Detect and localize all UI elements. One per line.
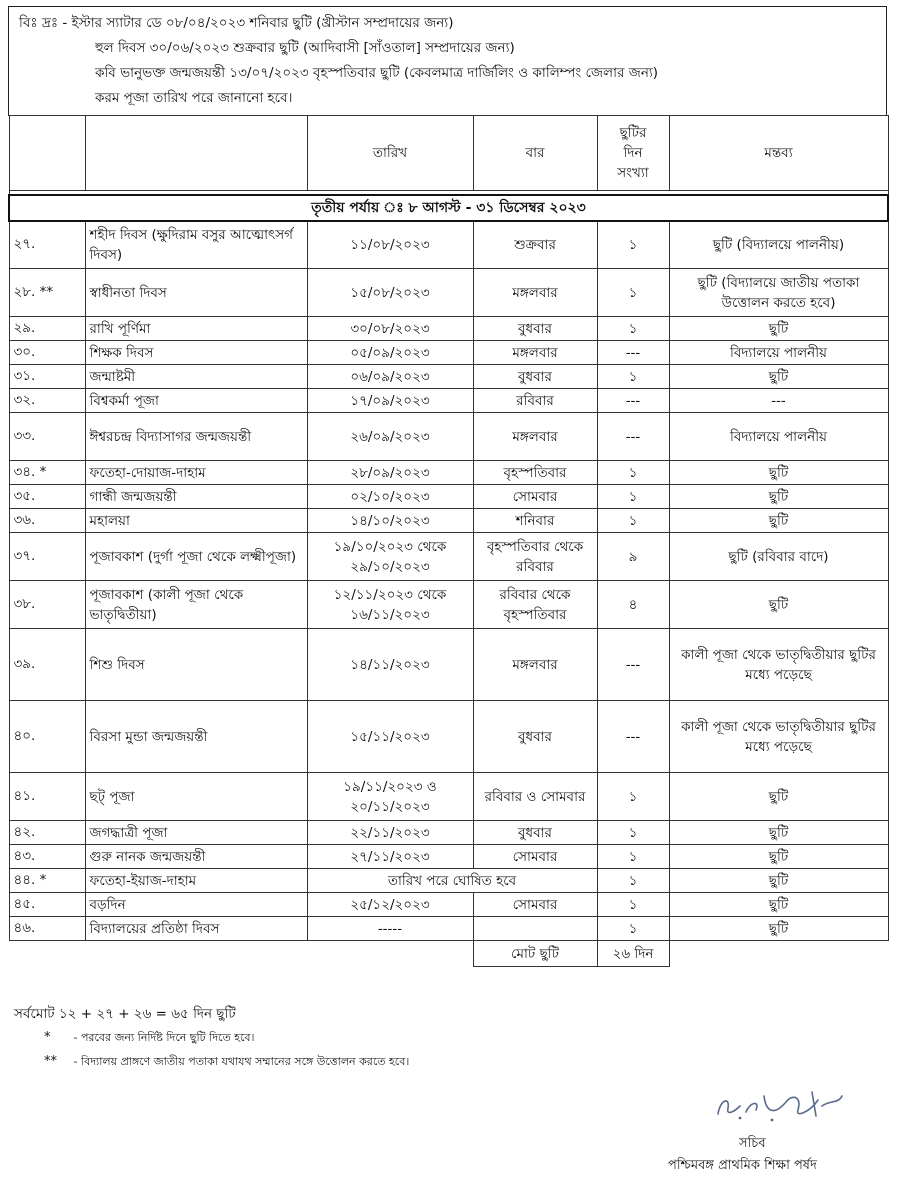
row-serial: ৪৩. bbox=[9, 845, 85, 869]
row-day-count: --- bbox=[597, 413, 669, 461]
table-row bbox=[9, 389, 888, 413]
row-remarks: ছুটি bbox=[669, 581, 888, 629]
row-date: ----- bbox=[307, 917, 473, 941]
table-row bbox=[9, 821, 888, 845]
table-row bbox=[9, 701, 888, 773]
row-day: বৃহস্পতিবার bbox=[473, 461, 597, 485]
row-remarks: ছুটি (রবিবার বাদে) bbox=[669, 533, 888, 581]
row-holiday-name: স্বাধীনতা দিবস bbox=[85, 269, 307, 317]
row-holiday-name: ঈশ্বরচন্দ্র বিদ্যাসাগর জন্মজয়ন্তী bbox=[85, 413, 307, 461]
row-remarks: ছুটি bbox=[669, 365, 888, 389]
row-remarks: ছুটি bbox=[669, 869, 888, 893]
row-date: ১৯/১০/২০২৩ থেকে ২৯/১০/২০২৩ bbox=[307, 533, 473, 581]
row-day-count: ১ bbox=[597, 869, 669, 893]
row-serial: ৪৬. bbox=[9, 917, 85, 941]
row-day: রবিবার bbox=[473, 389, 597, 413]
row-date-merged: তারিখ পরে ঘোষিত হবে bbox=[307, 869, 597, 893]
footnote bbox=[44, 1053, 409, 1072]
row-holiday-name: বিশ্বকর্মা পূজা bbox=[85, 389, 307, 413]
row-day-count: ৯ bbox=[597, 533, 669, 581]
total-label: মোট ছুটি bbox=[473, 941, 597, 967]
note-line: হুল দিবস ৩০/০৬/২০২৩ শুক্রবার ছুটি (আদিবাসী [সাঁওতাল] সম্প্রদায়ের জন্য) bbox=[95, 40, 515, 56]
header-sl bbox=[9, 116, 85, 191]
row-date: ২৭/১১/২০২৩ bbox=[307, 845, 473, 869]
row-date: ২৫/১২/২০২৩ bbox=[307, 893, 473, 917]
notes-box bbox=[8, 6, 887, 116]
phase-row bbox=[9, 195, 888, 221]
header-name bbox=[85, 116, 307, 191]
table-row bbox=[9, 269, 888, 317]
row-serial: ৩৩. bbox=[9, 413, 85, 461]
table-row bbox=[9, 917, 888, 941]
footnote-mark: ** bbox=[44, 1054, 57, 1069]
row-day-count: --- bbox=[597, 341, 669, 365]
total-value: ২৬ দিন bbox=[597, 941, 669, 967]
row-serial: ৪২. bbox=[9, 821, 85, 845]
row-remarks: ছুটি bbox=[669, 485, 888, 509]
footnote bbox=[44, 1029, 254, 1048]
table-row bbox=[9, 581, 888, 629]
row-serial: ২৮. ** bbox=[9, 269, 85, 317]
header-date: তারিখ bbox=[307, 116, 473, 191]
row-day: সোমবার bbox=[473, 485, 597, 509]
signatory-title: সচিব bbox=[739, 1136, 766, 1151]
row-day: বুধবার bbox=[473, 317, 597, 341]
row-date: ২৮/০৯/২০২৩ bbox=[307, 461, 473, 485]
row-remarks: ছুটি bbox=[669, 773, 888, 821]
row-date: ১১/০৮/২০২৩ bbox=[307, 221, 473, 269]
row-day: শুক্রবার bbox=[473, 221, 597, 269]
row-day: রবিবার ও সোমবার bbox=[473, 773, 597, 821]
row-remarks: কালী পূজা থেকে ভাতৃদ্বিতীয়ার ছুটির মধ্যে পড়েছে bbox=[669, 629, 888, 701]
row-holiday-name: গুরু নানক জন্মজয়ন্তী bbox=[85, 845, 307, 869]
signatory-org: পশ্চিমবঙ্গ প্রাথমিক শিক্ষা পর্ষদ bbox=[668, 1158, 817, 1173]
header-count-line: সংখ্যা bbox=[617, 165, 649, 181]
table-row bbox=[9, 317, 888, 341]
row-serial: ৩১. bbox=[9, 365, 85, 389]
table-row bbox=[9, 773, 888, 821]
row-date: ০৫/০৯/২০২৩ bbox=[307, 341, 473, 365]
row-day-count: ১ bbox=[597, 485, 669, 509]
row-remarks: বিদ্যালয়ে পালনীয় bbox=[669, 413, 888, 461]
total-row bbox=[9, 941, 888, 967]
header-count-line: ছুটির bbox=[619, 125, 647, 141]
row-day: মঙ্গলবার bbox=[473, 341, 597, 365]
row-remarks: কালী পূজা থেকে ভাতৃদ্বিতীয়ার ছুটির মধ্যে পড়েছে bbox=[669, 701, 888, 773]
row-serial: ২৭. bbox=[9, 221, 85, 269]
note-line: বিঃ দ্রঃ - ইস্টার স্যাটার ডে ০৮/০৪/২০২৩ শনিবার ছুটি (খ্রীস্টান সম্প্রদায়ের জন্য) bbox=[19, 15, 454, 31]
signature bbox=[700, 1082, 850, 1132]
row-serial: ৩৭. bbox=[9, 533, 85, 581]
row-remarks: ছুটি bbox=[669, 317, 888, 341]
row-serial: ৩৫. bbox=[9, 485, 85, 509]
row-holiday-name: রাখি পূর্ণিমা bbox=[85, 317, 307, 341]
total-blank-right bbox=[669, 941, 888, 967]
row-holiday-name: জগদ্ধাত্রী পূজা bbox=[85, 821, 307, 845]
table-row bbox=[9, 461, 888, 485]
row-day: বুধবার bbox=[473, 365, 597, 389]
row-remarks: ছুটি bbox=[669, 917, 888, 941]
row-day-count: ১ bbox=[597, 269, 669, 317]
row-day-count: ১ bbox=[597, 893, 669, 917]
row-serial: ৩০. bbox=[9, 341, 85, 365]
row-holiday-name: শিক্ষক দিবস bbox=[85, 341, 307, 365]
row-date: ২২/১১/২০২৩ bbox=[307, 821, 473, 845]
row-day: মঙ্গলবার bbox=[473, 269, 597, 317]
row-date: ১৫/১১/২০২৩ bbox=[307, 701, 473, 773]
row-day bbox=[473, 917, 597, 941]
row-serial: ৩৪. * bbox=[9, 461, 85, 485]
row-day-count: ১ bbox=[597, 845, 669, 869]
header-day: বার bbox=[473, 116, 597, 191]
row-holiday-name: পূজাবকাশ (কালী পূজা থেকে ভাতৃদ্বিতীয়া) bbox=[85, 581, 307, 629]
table-row bbox=[9, 485, 888, 509]
footnote-text: - পরবের জন্য নির্দিষ্ট দিনে ছুটি দিতে হবে। bbox=[73, 1031, 255, 1044]
row-day-count: --- bbox=[597, 629, 669, 701]
table-row bbox=[9, 365, 888, 389]
row-holiday-name: গান্ধী জন্মজয়ন্তী bbox=[85, 485, 307, 509]
row-day: বুধবার bbox=[473, 701, 597, 773]
row-remarks: বিদ্যালয়ে পালনীয় bbox=[669, 341, 888, 365]
table-row bbox=[9, 629, 888, 701]
row-serial: ৪৪. * bbox=[9, 869, 85, 893]
row-day-count: ১ bbox=[597, 365, 669, 389]
row-holiday-name: পূজাবকাশ (দুর্গা পূজা থেকে লক্ষ্মীপূজা) bbox=[85, 533, 307, 581]
header-count-line: দিন bbox=[623, 145, 643, 161]
row-day: সোমবার bbox=[473, 845, 597, 869]
row-date: ৩০/০৮/২০২৩ bbox=[307, 317, 473, 341]
row-serial: ৪১. bbox=[9, 773, 85, 821]
row-day: বৃহস্পতিবার থেকে রবিবার bbox=[473, 533, 597, 581]
row-holiday-name: ফতেহা-ইয়াজ-দাহাম bbox=[85, 869, 307, 893]
table-row bbox=[9, 845, 888, 869]
phase-label: তৃতীয় পর্যায় ঃ ৮ আগস্ট - ৩১ ডিসেম্বর ২০২৩ bbox=[9, 195, 888, 221]
table-row bbox=[9, 869, 888, 893]
note-line: কবি ভানুভক্ত জন্মজয়ন্তী ১৩/০৭/২০২৩ বৃহস্পতিবার ছুটি (কেবলমাত্র দার্জিলিং ও কালিম্পং জেলার জন্য) bbox=[95, 65, 659, 81]
row-date: ১৪/১১/২০২৩ bbox=[307, 629, 473, 701]
row-day: সোমবার bbox=[473, 893, 597, 917]
footnote-text: - বিদ্যালয় প্রাঙ্গণে জাতীয় পতাকা যথাযথ সম্মানের সঙ্গে উত্তোলন করতে হবে। bbox=[73, 1055, 410, 1068]
row-date: ০২/১০/২০২৩ bbox=[307, 485, 473, 509]
row-remarks: ছুটি (বিদ্যালয়ে জাতীয় পতাকা উত্তোলন করতে হবে) bbox=[669, 269, 888, 317]
row-day: মঙ্গলবার bbox=[473, 413, 597, 461]
row-date: ০৬/০৯/২০২৩ bbox=[307, 365, 473, 389]
grand-total: সর্বমোট ১২ + ২৭ + ২৬ = ৬৫ দিন ছুটি bbox=[14, 1006, 236, 1022]
row-serial: ৪৫. bbox=[9, 893, 85, 917]
row-date: ১৭/০৯/২০২৩ bbox=[307, 389, 473, 413]
row-day-count: --- bbox=[597, 389, 669, 413]
row-remarks: ছুটি (বিদ্যালয়ে পালনীয়) bbox=[669, 221, 888, 269]
row-day-count: ১ bbox=[597, 509, 669, 533]
row-holiday-name: ছট্ পূজা bbox=[85, 773, 307, 821]
row-holiday-name: শিশু দিবস bbox=[85, 629, 307, 701]
signature-scribble bbox=[700, 1082, 850, 1128]
row-holiday-name: বিরসা মুন্ডা জন্মজয়ন্তী bbox=[85, 701, 307, 773]
table-row bbox=[9, 341, 888, 365]
row-day-count: ১ bbox=[597, 773, 669, 821]
row-day-count: ১ bbox=[597, 917, 669, 941]
row-holiday-name: শহীদ দিবস (ক্ষুদিরাম বসুর আত্মোৎসর্গ দিবস) bbox=[85, 221, 307, 269]
table-row bbox=[9, 413, 888, 461]
row-day: বুধবার bbox=[473, 821, 597, 845]
row-day-count: ৪ bbox=[597, 581, 669, 629]
holiday-table bbox=[8, 115, 889, 967]
note-line: করম পূজা তারিখ পরে জানানো হবে। bbox=[95, 90, 293, 106]
row-holiday-name: মহালয়া bbox=[85, 509, 307, 533]
header-remarks: মন্তব্য bbox=[669, 116, 888, 191]
row-serial: ৩৯. bbox=[9, 629, 85, 701]
table-row bbox=[9, 893, 888, 917]
table-header-row bbox=[9, 116, 888, 191]
row-holiday-name: ফতেহা-দোয়াজ-দাহাম bbox=[85, 461, 307, 485]
row-day-count: ১ bbox=[597, 821, 669, 845]
row-date: ১৪/১০/২০২৩ bbox=[307, 509, 473, 533]
row-holiday-name: বিদ্যালয়ের প্রতিষ্ঠা দিবস bbox=[85, 917, 307, 941]
total-blank bbox=[9, 941, 473, 967]
row-serial: ৩২. bbox=[9, 389, 85, 413]
row-day: রবিবার থেকে বৃহস্পতিবার bbox=[473, 581, 597, 629]
row-serial: ৩৮. bbox=[9, 581, 85, 629]
header-count bbox=[597, 116, 669, 191]
table-row bbox=[9, 221, 888, 269]
row-day: শনিবার bbox=[473, 509, 597, 533]
footnote-mark: * bbox=[44, 1030, 51, 1045]
row-day-count: ১ bbox=[597, 317, 669, 341]
row-remarks: ছুটি bbox=[669, 845, 888, 869]
row-serial: ২৯. bbox=[9, 317, 85, 341]
row-remarks: ছুটি bbox=[669, 461, 888, 485]
row-holiday-name: জন্মাষ্টমী bbox=[85, 365, 307, 389]
row-serial: ৪০. bbox=[9, 701, 85, 773]
row-remarks: --- bbox=[669, 389, 888, 413]
row-remarks: ছুটি bbox=[669, 509, 888, 533]
row-date: ২৬/০৯/২০২৩ bbox=[307, 413, 473, 461]
row-date: ১৯/১১/২০২৩ ও ২০/১১/২০২৩ bbox=[307, 773, 473, 821]
row-date: ১৫/০৮/২০২৩ bbox=[307, 269, 473, 317]
table-row bbox=[9, 533, 888, 581]
row-day-count: ১ bbox=[597, 461, 669, 485]
row-day-count: ১ bbox=[597, 221, 669, 269]
row-holiday-name: বড়দিন bbox=[85, 893, 307, 917]
row-date: ১২/১১/২০২৩ থেকে ১৬/১১/২০২৩ bbox=[307, 581, 473, 629]
table-row bbox=[9, 509, 888, 533]
row-remarks: ছুটি bbox=[669, 893, 888, 917]
row-remarks: ছুটি bbox=[669, 821, 888, 845]
row-day-count: --- bbox=[597, 701, 669, 773]
row-day: মঙ্গলবার bbox=[473, 629, 597, 701]
row-serial: ৩৬. bbox=[9, 509, 85, 533]
